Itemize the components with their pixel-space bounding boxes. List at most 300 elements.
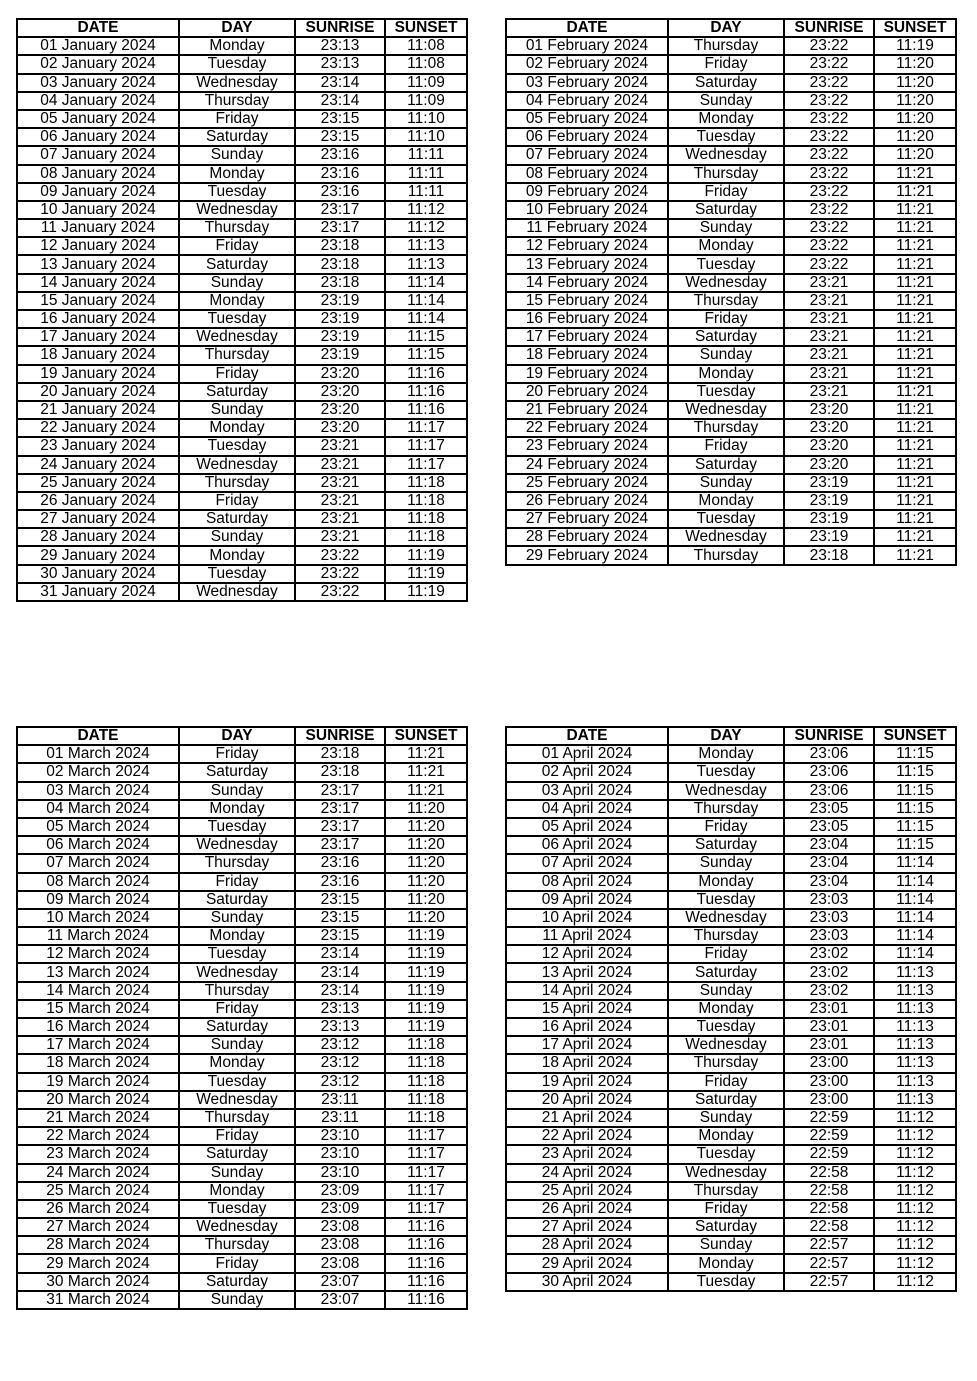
day-cell: Wednesday	[179, 583, 295, 601]
table-row	[506, 310, 956, 328]
sunrise-cell: 23:13	[295, 37, 385, 55]
sunrise-cell: 23:01	[784, 1018, 874, 1036]
sunrise-cell: 23:22	[784, 255, 874, 273]
table-row	[506, 1145, 956, 1163]
table-row	[17, 1018, 467, 1036]
sunset-cell: 11:21	[874, 328, 956, 346]
day-cell: Wednesday	[668, 909, 784, 927]
sunrise-cell: 23:10	[295, 1145, 385, 1163]
sunset-cell: 11:13	[385, 255, 467, 273]
date-cell: 30 April 2024	[506, 1273, 668, 1291]
sunrise-cell: 23:13	[295, 1018, 385, 1036]
header-date: DATE	[17, 19, 179, 37]
date-cell: 21 February 2024	[506, 401, 668, 419]
date-cell: 13 March 2024	[17, 963, 179, 981]
sunset-cell: 11:21	[874, 201, 956, 219]
date-cell: 07 April 2024	[506, 854, 668, 872]
day-cell: Sunday	[668, 982, 784, 1000]
sunrise-cell: 23:20	[784, 401, 874, 419]
sunrise-cell: 23:18	[295, 763, 385, 781]
date-cell: 21 January 2024	[17, 401, 179, 419]
day-cell: Thursday	[668, 1054, 784, 1072]
sunrise-cell: 23:19	[295, 328, 385, 346]
table-row	[506, 546, 956, 564]
sunrise-cell: 23:20	[295, 401, 385, 419]
date-cell: 22 March 2024	[17, 1127, 179, 1145]
day-cell: Wednesday	[179, 74, 295, 92]
sunset-cell: 11:20	[385, 891, 467, 909]
sunset-cell: 11:09	[385, 92, 467, 110]
sunset-cell: 11:10	[385, 110, 467, 128]
date-cell: 29 April 2024	[506, 1254, 668, 1272]
day-cell: Saturday	[179, 255, 295, 273]
day-cell: Saturday	[668, 456, 784, 474]
sunrise-cell: 23:22	[295, 583, 385, 601]
table-row	[506, 383, 956, 401]
sunset-cell: 11:17	[385, 1127, 467, 1145]
sunset-cell: 11:20	[874, 128, 956, 146]
table-row	[17, 55, 467, 73]
day-cell: Thursday	[179, 92, 295, 110]
day-cell: Thursday	[179, 1109, 295, 1127]
sunset-cell: 11:13	[874, 982, 956, 1000]
sunrise-cell: 23:17	[295, 201, 385, 219]
sunset-cell: 11:21	[874, 292, 956, 310]
sunset-cell: 11:21	[874, 274, 956, 292]
sunrise-cell: 23:21	[784, 292, 874, 310]
sunrise-cell: 23:22	[295, 546, 385, 564]
sun-table-january	[16, 18, 468, 602]
sunset-cell: 11:13	[874, 963, 956, 981]
table-row	[506, 1273, 956, 1291]
day-cell: Friday	[668, 55, 784, 73]
date-cell: 30 March 2024	[17, 1273, 179, 1291]
table-row	[506, 873, 956, 891]
sunrise-cell: 22:58	[784, 1164, 874, 1182]
sunset-cell: 11:14	[874, 927, 956, 945]
sunset-cell: 11:13	[874, 1036, 956, 1054]
sunrise-cell: 23:01	[784, 1000, 874, 1018]
day-cell: Tuesday	[668, 255, 784, 273]
day-cell: Tuesday	[668, 1018, 784, 1036]
sunset-cell: 11:20	[874, 110, 956, 128]
sunrise-cell: 23:03	[784, 927, 874, 945]
date-cell: 26 March 2024	[17, 1200, 179, 1218]
sunrise-cell: 23:15	[295, 110, 385, 128]
date-cell: 05 March 2024	[17, 818, 179, 836]
day-cell: Wednesday	[179, 201, 295, 219]
table-row	[17, 1054, 467, 1072]
day-cell: Sunday	[179, 1291, 295, 1309]
day-cell: Saturday	[668, 836, 784, 854]
day-cell: Wednesday	[668, 274, 784, 292]
sunset-cell: 11:19	[385, 945, 467, 963]
day-cell: Monday	[179, 292, 295, 310]
sunset-cell: 11:20	[874, 74, 956, 92]
sunset-cell: 11:18	[385, 528, 467, 546]
sunrise-cell: 23:22	[784, 201, 874, 219]
sunrise-cell: 23:20	[295, 419, 385, 437]
table-row	[17, 1109, 467, 1127]
date-cell: 29 February 2024	[506, 546, 668, 564]
sunset-cell: 11:14	[385, 292, 467, 310]
sunset-cell: 11:08	[385, 55, 467, 73]
date-cell: 27 April 2024	[506, 1218, 668, 1236]
sunset-cell: 11:21	[874, 510, 956, 528]
sunrise-cell: 23:20	[784, 419, 874, 437]
day-cell: Monday	[179, 927, 295, 945]
sunrise-cell: 23:17	[295, 836, 385, 854]
table-row	[506, 401, 956, 419]
date-cell: 16 March 2024	[17, 1018, 179, 1036]
date-cell: 01 April 2024	[506, 745, 668, 763]
sunset-cell: 11:19	[385, 546, 467, 564]
table-row	[17, 456, 467, 474]
day-cell: Friday	[668, 310, 784, 328]
sunrise-cell: 22:59	[784, 1127, 874, 1145]
sunset-cell: 11:18	[385, 1036, 467, 1054]
table-row	[17, 201, 467, 219]
day-cell: Friday	[179, 745, 295, 763]
day-cell: Saturday	[668, 1218, 784, 1236]
sunrise-cell: 23:05	[784, 800, 874, 818]
day-cell: Sunday	[179, 528, 295, 546]
sunset-cell: 11:21	[874, 219, 956, 237]
table-row	[506, 1200, 956, 1218]
date-cell: 18 February 2024	[506, 346, 668, 364]
sunset-cell: 11:21	[874, 255, 956, 273]
date-cell: 21 March 2024	[17, 1109, 179, 1127]
day-cell: Tuesday	[668, 1145, 784, 1163]
sunrise-cell: 23:08	[295, 1218, 385, 1236]
sunset-cell: 11:19	[385, 583, 467, 601]
date-cell: 16 February 2024	[506, 310, 668, 328]
sunrise-cell: 23:21	[295, 456, 385, 474]
header-sunset: SUNSET	[385, 727, 467, 745]
day-cell: Friday	[668, 818, 784, 836]
date-cell: 01 March 2024	[17, 745, 179, 763]
date-cell: 20 January 2024	[17, 383, 179, 401]
sunrise-cell: 23:14	[295, 92, 385, 110]
sunset-cell: 11:20	[874, 92, 956, 110]
date-cell: 05 February 2024	[506, 110, 668, 128]
date-cell: 09 April 2024	[506, 891, 668, 909]
date-cell: 02 February 2024	[506, 55, 668, 73]
day-cell: Friday	[179, 873, 295, 891]
table-row	[506, 37, 956, 55]
date-cell: 04 March 2024	[17, 800, 179, 818]
sunrise-cell: 23:06	[784, 745, 874, 763]
date-cell: 04 April 2024	[506, 800, 668, 818]
day-cell: Monday	[179, 546, 295, 564]
sunset-cell: 11:19	[385, 565, 467, 583]
date-cell: 02 April 2024	[506, 763, 668, 781]
sunrise-cell: 23:09	[295, 1200, 385, 1218]
date-cell: 01 February 2024	[506, 37, 668, 55]
day-cell: Saturday	[668, 74, 784, 92]
table-row	[17, 1000, 467, 1018]
date-cell: 10 February 2024	[506, 201, 668, 219]
sunrise-cell: 23:22	[784, 55, 874, 73]
date-cell: 23 February 2024	[506, 437, 668, 455]
date-cell: 09 February 2024	[506, 183, 668, 201]
sunrise-cell: 23:12	[295, 1036, 385, 1054]
day-cell: Thursday	[179, 474, 295, 492]
date-cell: 25 January 2024	[17, 474, 179, 492]
day-cell: Wednesday	[668, 1164, 784, 1182]
sunrise-cell: 23:18	[295, 274, 385, 292]
sunset-cell: 11:16	[385, 401, 467, 419]
sunrise-cell: 23:06	[784, 782, 874, 800]
table-row	[17, 237, 467, 255]
sunrise-cell: 23:19	[784, 492, 874, 510]
sunrise-cell: 23:00	[784, 1054, 874, 1072]
date-cell: 13 April 2024	[506, 963, 668, 981]
sunrise-cell: 23:02	[784, 982, 874, 1000]
table-row	[17, 1218, 467, 1236]
day-cell: Monday	[179, 419, 295, 437]
sunrise-cell: 23:21	[295, 474, 385, 492]
sunrise-cell: 23:19	[784, 528, 874, 546]
table-row	[506, 219, 956, 237]
sunrise-cell: 23:11	[295, 1091, 385, 1109]
date-cell: 11 March 2024	[17, 927, 179, 945]
day-cell: Saturday	[668, 328, 784, 346]
header-sunset: SUNSET	[874, 727, 956, 745]
date-cell: 08 April 2024	[506, 873, 668, 891]
sunset-cell: 11:17	[385, 1145, 467, 1163]
day-cell: Sunday	[668, 346, 784, 364]
table-row	[17, 110, 467, 128]
table-row	[17, 891, 467, 909]
date-cell: 26 April 2024	[506, 1200, 668, 1218]
sunrise-cell: 23:18	[295, 745, 385, 763]
day-cell: Tuesday	[668, 1273, 784, 1291]
day-cell: Monday	[668, 745, 784, 763]
date-cell: 13 February 2024	[506, 255, 668, 273]
sunrise-cell: 23:21	[295, 528, 385, 546]
table-row	[506, 1091, 956, 1109]
sunrise-cell: 23:22	[784, 183, 874, 201]
day-cell: Monday	[668, 1127, 784, 1145]
sun-table-april	[505, 726, 957, 1292]
day-cell: Thursday	[668, 1182, 784, 1200]
day-cell: Monday	[668, 1000, 784, 1018]
date-cell: 10 January 2024	[17, 201, 179, 219]
sunrise-cell: 23:22	[784, 37, 874, 55]
sunset-cell: 11:21	[874, 237, 956, 255]
day-cell: Wednesday	[179, 963, 295, 981]
sunset-cell: 11:13	[874, 1000, 956, 1018]
day-cell: Monday	[179, 165, 295, 183]
sunset-cell: 11:17	[385, 456, 467, 474]
sunset-cell: 11:21	[874, 437, 956, 455]
sunrise-cell: 23:10	[295, 1127, 385, 1145]
sunrise-cell: 23:21	[295, 510, 385, 528]
date-cell: 09 March 2024	[17, 891, 179, 909]
day-cell: Monday	[668, 873, 784, 891]
sunrise-cell: 23:16	[295, 873, 385, 891]
sunset-cell: 11:16	[385, 1273, 467, 1291]
table-row	[506, 365, 956, 383]
sunset-cell: 11:15	[385, 328, 467, 346]
date-cell: 25 February 2024	[506, 474, 668, 492]
date-cell: 17 April 2024	[506, 1036, 668, 1054]
day-cell: Tuesday	[179, 1073, 295, 1091]
table-row	[506, 1254, 956, 1272]
sunrise-cell: 23:07	[295, 1291, 385, 1309]
day-cell: Tuesday	[668, 763, 784, 781]
day-cell: Sunday	[668, 1109, 784, 1127]
header-day: DAY	[179, 727, 295, 745]
sunset-cell: 11:15	[874, 800, 956, 818]
sunset-cell: 11:21	[874, 183, 956, 201]
sunset-cell: 11:12	[874, 1273, 956, 1291]
table-row	[506, 492, 956, 510]
sunset-cell: 11:13	[874, 1054, 956, 1072]
day-cell: Tuesday	[179, 437, 295, 455]
day-cell: Wednesday	[179, 836, 295, 854]
day-cell: Saturday	[668, 963, 784, 981]
sunset-cell: 11:14	[874, 873, 956, 891]
date-cell: 28 March 2024	[17, 1236, 179, 1254]
sunrise-cell: 23:18	[784, 546, 874, 564]
table-row	[506, 963, 956, 981]
table-row	[17, 128, 467, 146]
day-cell: Sunday	[179, 401, 295, 419]
sunset-cell: 11:16	[385, 383, 467, 401]
sunset-cell: 11:12	[874, 1236, 956, 1254]
day-cell: Thursday	[668, 927, 784, 945]
table-row	[506, 800, 956, 818]
date-cell: 22 April 2024	[506, 1127, 668, 1145]
sunrise-cell: 22:57	[784, 1236, 874, 1254]
sunset-cell: 11:15	[874, 782, 956, 800]
table-row	[506, 1054, 956, 1072]
sunset-cell: 11:15	[874, 818, 956, 836]
sunrise-cell: 23:04	[784, 836, 874, 854]
date-cell: 27 February 2024	[506, 510, 668, 528]
day-cell: Saturday	[179, 891, 295, 909]
sunrise-cell: 23:03	[784, 891, 874, 909]
table-row	[17, 1236, 467, 1254]
day-cell: Tuesday	[668, 510, 784, 528]
date-cell: 15 January 2024	[17, 292, 179, 310]
header-date: DATE	[17, 727, 179, 745]
day-cell: Monday	[179, 800, 295, 818]
table-row	[17, 183, 467, 201]
day-cell: Thursday	[668, 165, 784, 183]
day-cell: Monday	[179, 37, 295, 55]
date-cell: 23 January 2024	[17, 437, 179, 455]
sunset-cell: 11:12	[874, 1200, 956, 1218]
day-cell: Tuesday	[179, 55, 295, 73]
date-cell: 16 January 2024	[17, 310, 179, 328]
sunrise-cell: 23:19	[784, 474, 874, 492]
day-cell: Wednesday	[179, 328, 295, 346]
day-cell: Friday	[179, 1000, 295, 1018]
date-cell: 28 February 2024	[506, 528, 668, 546]
day-cell: Sunday	[179, 1164, 295, 1182]
date-cell: 25 April 2024	[506, 1182, 668, 1200]
date-cell: 27 March 2024	[17, 1218, 179, 1236]
table-row	[17, 836, 467, 854]
table-row	[506, 982, 956, 1000]
sunrise-cell: 23:09	[295, 1182, 385, 1200]
sunrise-cell: 22:58	[784, 1200, 874, 1218]
day-cell: Wednesday	[179, 1091, 295, 1109]
sunrise-cell: 23:16	[295, 854, 385, 872]
date-cell: 04 February 2024	[506, 92, 668, 110]
day-cell: Thursday	[179, 346, 295, 364]
date-cell: 03 April 2024	[506, 782, 668, 800]
day-cell: Friday	[179, 1254, 295, 1272]
sunset-cell: 11:21	[874, 419, 956, 437]
sunset-cell: 11:21	[874, 546, 956, 564]
sun-table-march	[16, 726, 468, 1310]
day-cell: Sunday	[668, 92, 784, 110]
table-row	[506, 201, 956, 219]
sunset-cell: 11:13	[874, 1018, 956, 1036]
date-cell: 04 January 2024	[17, 92, 179, 110]
sunrise-cell: 23:04	[784, 873, 874, 891]
sunset-cell: 11:20	[385, 818, 467, 836]
date-cell: 14 March 2024	[17, 982, 179, 1000]
sunset-cell: 11:09	[385, 74, 467, 92]
sunrise-cell: 23:16	[295, 183, 385, 201]
day-cell: Monday	[179, 1054, 295, 1072]
header-date: DATE	[506, 19, 668, 37]
date-cell: 31 March 2024	[17, 1291, 179, 1309]
day-cell: Sunday	[668, 1236, 784, 1254]
sunset-cell: 11:19	[385, 1018, 467, 1036]
sunset-cell: 11:21	[385, 763, 467, 781]
sunset-cell: 11:21	[874, 310, 956, 328]
sunset-cell: 11:19	[385, 982, 467, 1000]
day-cell: Sunday	[179, 274, 295, 292]
table-row	[17, 818, 467, 836]
table-row	[17, 528, 467, 546]
table-row	[17, 437, 467, 455]
sunset-cell: 11:20	[385, 909, 467, 927]
date-cell: 16 April 2024	[506, 1018, 668, 1036]
header-date: DATE	[506, 727, 668, 745]
day-cell: Saturday	[179, 128, 295, 146]
sunrise-cell: 23:20	[784, 437, 874, 455]
table-row	[506, 1018, 956, 1036]
table-row	[17, 909, 467, 927]
sunset-cell: 11:14	[874, 854, 956, 872]
sunset-cell: 11:17	[385, 1164, 467, 1182]
date-cell: 19 April 2024	[506, 1073, 668, 1091]
sunrise-cell: 23:14	[295, 963, 385, 981]
sunrise-cell: 23:15	[295, 128, 385, 146]
sunset-cell: 11:12	[385, 201, 467, 219]
day-cell: Sunday	[179, 782, 295, 800]
table-row	[17, 419, 467, 437]
sunrise-cell: 23:16	[295, 146, 385, 164]
sunrise-cell: 23:22	[784, 165, 874, 183]
sunrise-cell: 23:21	[295, 437, 385, 455]
day-cell: Thursday	[668, 37, 784, 55]
date-cell: 14 February 2024	[506, 274, 668, 292]
sunrise-cell: 23:18	[295, 255, 385, 273]
day-cell: Friday	[668, 437, 784, 455]
date-cell: 06 January 2024	[17, 128, 179, 146]
table-row	[17, 1164, 467, 1182]
sunrise-cell: 23:02	[784, 963, 874, 981]
table-row	[506, 474, 956, 492]
